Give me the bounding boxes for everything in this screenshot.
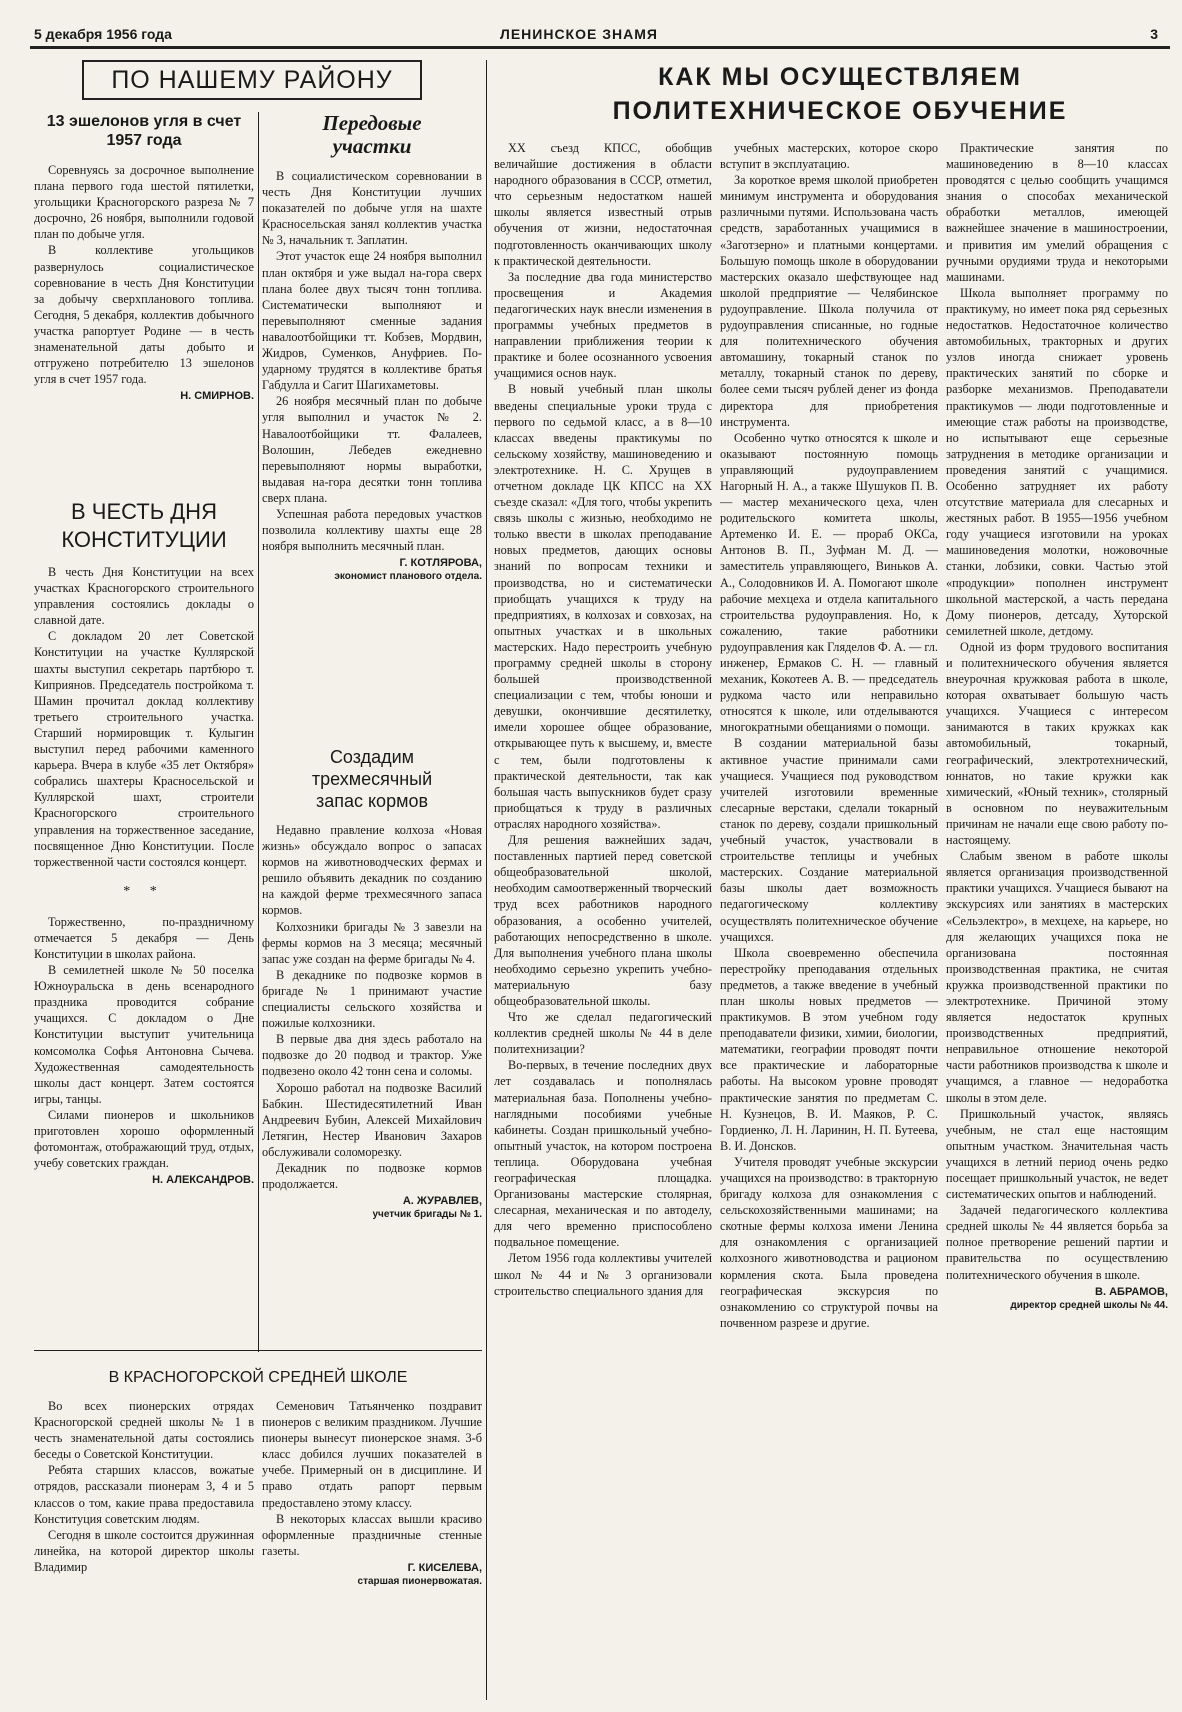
paragraph: Учителя проводят учебные экскурсии учащихся на производство: в тракторную бригаду колхоза для ознакомления с сельскохозяйственными машинами; на скотные фермы колхоза имени Ленина для ознакомления с организацией колхозного животноводства и рационом кормления скота. Была проведена географическая экскурсия по ознакомлению со структурой почвы на почвенном разрезе и другие. xyxy=(720,1154,938,1330)
paragraph: В честь Дня Конституции на всех участках Красногорского строительного управления состоялись доклады о славной дате. xyxy=(34,565,254,628)
article-constitution-title: В ЧЕСТЬ ДНЯ КОНСТИТУЦИИ xyxy=(61,499,227,552)
masthead-rule xyxy=(30,46,1170,49)
article-fodder-body xyxy=(262,822,482,1192)
paragraph: Колхозники бригады № 3 завезли на фермы кормов на 3 месяца; месячный запас уже создан на ферме бригады № 4. xyxy=(262,919,482,966)
article-fodder-signature-role: учетчик бригады № 1. xyxy=(372,1209,482,1221)
paragraph: В новый учебный план школы введены специальные уроки труда с первого по седьмой класс, а в 8—10 классах введены практикумы по сельскому хозяйству, машиноведению и электротехнике. Н. С. Хрущев в отчетном докладе ЦК КПСС на XX съезде сказал: «Для того, чтобы укрепить связь школы с жизнью, необходимо не только ввести в школах преподавание новых предметов, дающих основы знаний по вопросам техники и производства, но и систематически приобщать учащихся к труду на предприятиях, в колхозах и совхозах, на опытных участках и в школьных мастерских. Надо перестроить учебную программу средней школы в сторону большей производственной специализации с тем, чтобы юноши и девушки, окончившие десятилетку, имели хорошее общее образование, открывающее путь к высшему, и, вместе с тем, были подготовлены к практической деятельности, так как большая часть выпускников будет сразу приобщаться к труду в различных отраслях народного хозяйства». xyxy=(494,382,712,831)
paragraph: В некоторых классах вышли красиво оформленные праздничные стенные газеты. xyxy=(262,1511,482,1558)
paragraph: В создании материальной базы активное участие принимали сами учащиеся. Учащиеся под руководством учителей изготовили временные слесарные верстаки, сделали токарный станок по дереву, создали пришкольный учебный участок, участвовали в строительстве теплицы и учебных мастерских. Создание материальной базы школы дает возможность педагогическому коллективу осуществлять политехническое обучение учащихся. xyxy=(720,736,938,944)
paragraph: В социалистическом соревновании в честь Дня Конституции лучших показателей по добыче угля на шахте Красносельская занял коллектив участка № 3, начальник т. Заплатин. xyxy=(262,169,482,248)
paragraph: Летом 1956 года коллективы учителей школ № 44 и № 3 организовали строительство специального здания для xyxy=(494,1251,712,1298)
article-school-title: В КРАСНОГОРСКОЙ СРЕДНЕЙ ШКОЛЕ xyxy=(108,1369,408,1386)
article-poly-signature: В. АБРАМОВ, xyxy=(1095,1285,1168,1298)
article-poly-col1 xyxy=(494,140,712,1700)
paragraph: Семенович Татьянченко поздравит пионеров с великим праздником. Лучшие пионеры вынесут пионерское знамя. 3-б класс добился лучших показателей в учебе. Примерный он в дисциплине. И право отдать рапорт первым предоставлено этому классу. xyxy=(262,1399,482,1510)
article-leaders-signature: Г. КОТЛЯРОВА, xyxy=(399,557,482,570)
section-rule xyxy=(34,1350,482,1351)
page-number: 3 xyxy=(1150,26,1158,42)
paragraph: XX съезд КПСС, обобщив величайшие достижения в области народного образования в СССР, отметил, что серьезным недостатком нашей школы является известный отрыв обучения от жизни, недостаточная подготовленность оканчивающих школу к практической деятельности. xyxy=(494,141,712,268)
paragraph: В коллективе угольщиков развернулось социалистическое соревнование в честь Дня Конституции за добычу сверхпланового топлива. Сегодня, 5 декабря, коллектив добычного участка рапортует Родине — в честь знаменательной даты добыто и отгружено потребителю 13 эшелонов угля в счет 1957 года. xyxy=(34,243,254,387)
article-constitution-body-2 xyxy=(34,914,254,1172)
paragraph: Торжественно, по-праздничному отмечается 5 декабря — День Конституции в школах района. xyxy=(34,914,254,961)
article-school xyxy=(34,1368,482,1698)
paragraph: Успешная работа передовых участков позволила коллективу шахты еще 28 ноября выполнить месячный план. xyxy=(262,506,482,554)
paragraph: Декадник по подвозке кормов продолжается. xyxy=(262,1160,482,1192)
masthead xyxy=(30,26,1170,46)
paragraph: Для решения важнейших задач, поставленных партией перед советской общеобразовательной школой, необходим самоотверженный творческий труд всех работников народного образования, а особенно учителей, работающих непосредственно в школе. Для выполнения учебного плана школы необходимо серьезно укрепить учебно-материальную базу общеобразовательной школы. xyxy=(494,833,712,1008)
article-constitution-body xyxy=(34,564,254,870)
article-leaders-title: Передовые участки xyxy=(322,112,422,158)
paragraph: учебных мастерских, которое скоро вступит в эксплуатацию. xyxy=(720,141,938,172)
article-school-signature: Г. КИСЕЛЕВА, xyxy=(407,1561,482,1574)
article-fodder xyxy=(262,746,482,1336)
article-constitution xyxy=(34,498,254,1358)
paragraph: Ребята старших классов, вожатые отрядов, рассказали пионерам 3, 4 и 5 классов о том, какие права предоставила Конституция советским людям. xyxy=(34,1463,254,1526)
column-rule-main xyxy=(486,60,487,1700)
paragraph: Хорошо работал на подвозке Василий Бабкин. Шестидесятилетний Иван Андреевич Бубин, Алексей Михайлович Летягин, Нестер Иванович Захаров обслуживали соломорезку. xyxy=(262,1080,482,1159)
paragraph: Что же сделал педагогический коллектив средней школы № 44 в деле политехнизации? xyxy=(494,1010,712,1057)
article-coal-body xyxy=(34,162,254,387)
paragraph: В первые два дня здесь работало на подвозке до 20 подвод и трактор. Уже подвезено около 42 тонн сена и соломы. xyxy=(262,1032,482,1079)
article-leaders-body xyxy=(262,168,482,554)
paragraph: Особенно чутко относятся к школе и оказывают постоянную помощь управляющий рудоуправлением Нагорный Н. А., а также Шушуков П. В. — мастер механического цеха, член родительского комитета школы, Артеменко И. Е. — прораб ОКСа, Антонов В. П., Зуфман М. Д. — заместитель управляющего, Виньков А. А., Солодовников И. А. Помогают школе рабочие мехцеха и отдела капитального строительства рудоуправления. Но, к сожалению, такие работники рудоуправления как Гляделов Ф. А. — гл. инженер, Ермаков С. Н. — главный механик, Кокотеев А. В. — председатель рудкома часто или неправильно относятся к школе, или отделываются многократными обещаниями о помощи. xyxy=(720,430,938,735)
separator-stars: * * xyxy=(123,883,165,899)
paragraph: Слабым звеном в работе школы является организация производственной практики учащихся. Учащиеся бывают на экскурсиях или занятиях в мастерских «Сельэлектро», в мехцехе, на карьере, но для желающих учащихся пока не организована постоянная производственная практика, не считая кружка производственной практики по электротехнике. Причиной этому является недостаток крупных производственных предприятий, неправильное отношение некоторой части работников производства к школе и учащимся, а главное — недоработка школы в этом деле. xyxy=(946,849,1168,1105)
paragraph: Соревнуясь за досрочное выполнение плана первого года шестой пятилетки, угольщики Красногорского разреза № 7 досрочно, 26 ноября, выполнили годовой план по добыче угля. xyxy=(34,163,254,242)
paragraph: Этот участок еще 24 ноября выполнил план октября и уже выдал на-гора сверх плана более двух тысяч тонн топлива. Систематически выполняют и перевыполняют сменные задания навалоотбойщики тт. Кобзев, Мордвин, Жидров, Суменков, Ануфриев. По-ударному трудятся в коллективе братья Габдулла и Сагит Шагихаметовы. xyxy=(262,249,482,393)
section-rubric: ПО НАШЕМУ РАЙОНУ xyxy=(82,60,422,100)
newspaper-name: ЛЕНИНСКОЕ ЗНАМЯ xyxy=(500,26,658,42)
paragraph: Недавно правление колхоза «Новая жизнь» обсуждало вопрос о запасах кормов на животноводческих фермах и решило объявить декадник по созданию на каждой ферме трехмесячного запаса кормов. xyxy=(262,823,482,918)
issue-date: 5 декабря 1956 года xyxy=(34,26,172,42)
paragraph: Пришкольный участок, являясь учебным, не стал еще настоящим опытным участком. Значительная часть учащихся в летний период очень редко посещает пришкольный участок, не ведет систематических опытов и наблюдений. xyxy=(946,1106,1168,1202)
paragraph: Одной из форм трудового воспитания и политехнического обучения является внеурочная кружковая работа в школе, которая охватывает большую часть учащихся. Учащиеся с интересом занимаются в таких кружках как автомобильный, токарный, географический, электротехнический, юннатов, но такие кружки как химический, «Юный техник», столярный в основном по неуважительным причинам не начали еще свою работу по-настоящему. xyxy=(946,639,1168,848)
article-school-signature-role: старшая пионервожатая. xyxy=(357,1575,482,1587)
article-poly-col2 xyxy=(720,140,938,1700)
article-poly-title: КАК МЫ ОСУЩЕСТВЛЯЕМ ПОЛИТЕХНИЧЕСКОЕ ОБУЧЕНИЕ xyxy=(612,63,1068,125)
column-rule xyxy=(258,112,259,1352)
article-coal-title: 13 эшелонов угля в счет 1957 года xyxy=(46,113,242,149)
paragraph: За короткое время школой приобретен минимум инструмента и оборудования различными путями. Использована часть средств, заработанных учащимися в «Заготзерно» и платными концертами. Большую помощь школе в оборудовании мастерских оказало шефствующее над школой предприятие — Челябинское рудоуправление. Школа получила от рудоуправления списанные, но годные для политехнического обучения автомашину, токарный станок по металлу, токарный станок по дереву, более семи тысяч рублей денег из фонда директора для приобретения инструмента. xyxy=(720,173,938,429)
article-coal xyxy=(34,112,254,544)
paragraph: Школа своевременно обеспечила перестройку преподавания отдельных предметов, а также введение в учебный план школы новых предметов — практикумов. В этом учебном году преподаватели физики, химии, биологии, математики, географии проводят почти все практические и лабораторные работы. На высоком уровне проводят практические занятия по предметам С. Н. Кузнецов, В. И. Маяков, Р. С. Гордиенко, Л. Н. Ларинин, Н. П. Бутеева, В. И. Донсков. xyxy=(720,945,938,1153)
paragraph: Во всех пионерских отрядах Красногорской средней школы № 1 в честь знаменательной даты состоялись беседы о Советской Конституции. xyxy=(34,1399,254,1462)
article-leaders xyxy=(262,112,482,732)
paragraph: За последние два года министерство просвещения и Академия педагогических наук внесли изменения в программы учебных предметов в направлении приближения теории к практике и более осознанного усвоения учащимися основ наук. xyxy=(494,269,712,381)
article-school-body-a xyxy=(34,1398,254,1575)
article-school-body-b xyxy=(262,1398,482,1559)
paragraph: Силами пионеров и школьников приготовлен хорошо оформленный фотомонтаж, отображающий труд, отдых, учебу советских граждан. xyxy=(34,1107,254,1171)
article-coal-signature: Н. СМИРНОВ. xyxy=(180,390,254,403)
article-leaders-signature-role: экономист планового отдела. xyxy=(334,571,482,583)
paragraph: Сегодня в школе состоится дружинная линейка, на которой директор школы Владимир xyxy=(34,1527,254,1574)
paragraph: С докладом 20 лет Советской Конституции на участке Куллярской шахты выступил секретарь партбюро т. Киприянов. Председатель постройкома т. Шамин прочитал доклад коллективу третьего строительного участка. Старший нормировщик т. Кулыгин выступил перед рабочими каменного карьера. Вчера в клубе «35 лет Октября» собрались шахтеры Красносельской и Куллярской шахт, строители Красногорского строительного управления на торжественное заседание, посвященное Дню Конституции. После торжественной части состоялся концерт. xyxy=(34,629,254,869)
paragraph: В декаднике по подвозке кормов в бригаде № 1 принимают участие специалисты сельского хозяйства и пожилые колхозники. xyxy=(262,967,482,1031)
paragraph: Практические занятия по машиноведению в 8—10 классах проводятся с целью сообщить учащимся знания о способах механической обработки металлов, имеющей важнейшее значение в машиностроении, и привития им умелий обращения с ручными орудиями труда и некоторыми машинами. xyxy=(946,141,1168,284)
article-poly-signature-role: директор средней школы № 44. xyxy=(1010,1299,1168,1311)
article-constitution-signature: Н. АЛЕКСАНДРОВ. xyxy=(152,1174,254,1187)
paragraph: Во-первых, в течение последних двух лет создавалась и пополнялась материальная база. Пополнены учебно-наглядными пособиями учебные кабинеты. Создан пришкольный учебно-опытный участок, на котором построена теплица. Оборудована учебная географическая площадка. Организованы мастерские столярная, слесарная, механическая и по автоделу, для чего временно приспособлено подвальное помещение. xyxy=(494,1058,712,1250)
paragraph: Школа выполняет программу по практикуму, но имеет пока ряд серьезных недостатков. Недостаточное количество автомобильных, тракторных и других узлов иногда снижает уровень практических занятий по сборке и разборке механизмов. Преподаватели практикумов — люди подготовленные и имеющие стаж работы на производстве, но испытывают еще серьезные затруднения в методике организации и проведения занятий с учащимися. Особенно затрудняет их работу отсутствие материала для слесарных и жестяных работ. В 1955—1956 учебном году учащиеся изготовили на уроках машиноведения молотки, ножовочные станки, лобзики, совки. Частью этой «продукции» пополнен инструмент школьной мастерской, а часть передана Дому пионеров, детсаду, Хуторской семилетней школе, детдому. xyxy=(946,285,1168,638)
article-fodder-title: Создадим трехмесячный запас кормов xyxy=(311,747,433,811)
paragraph: Задачей педагогического коллектива средней школы № 44 является борьба за полное претворение решений партии и правительства по осуществлению политехнического обучения в школе. xyxy=(946,1203,1168,1282)
paragraph: В семилетней школе № 50 поселка Южноуральска в день всенародного праздника проводится собрание учащихся. С докладом о Дне Конституции выступит учительница комсомолка Софья Антоновна Сычева. Художественная самодеятельность школы даст концерт. Затем состоятся игры, танцы. xyxy=(34,963,254,1106)
paragraph: 26 ноября месячный план по добыче угля выполнил и участок № 2. Навалоотбойщики тт. Фалалеев, Волошин, Лебедев ежедневно перевыполняют нормы выработки, выдавая на-гора десятки тонн топлива сверх плана. xyxy=(262,394,482,505)
article-fodder-signature: А. ЖУРАВЛЕВ, xyxy=(402,1195,482,1208)
article-poly-col3 xyxy=(946,140,1168,1700)
